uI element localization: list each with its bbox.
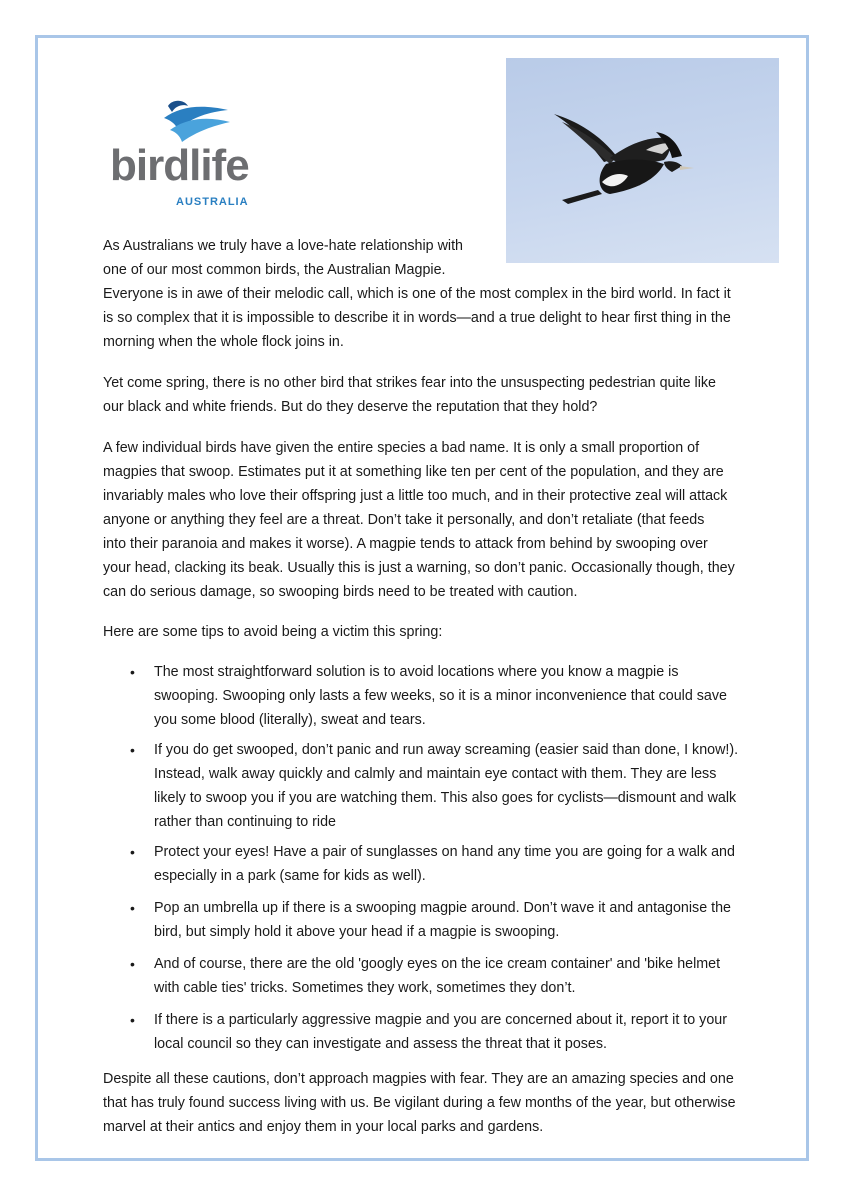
intro-paragraph bbox=[103, 234, 731, 354]
bullet-icon: • bbox=[130, 900, 135, 916]
text-line: The most straightforward solution is to avoid locations where you know a magpie is bbox=[154, 664, 679, 680]
text-line: Despite all these cautions, don’t approach magpies with fear. They are an amazing species and one bbox=[103, 1071, 734, 1087]
text-line: swooping. Swooping only lasts a few weeks, so it is a minor inconvenience that could save bbox=[154, 688, 727, 704]
text-line: one of our most common birds, the Australian Magpie. bbox=[103, 262, 446, 278]
text-line: local council so they can investigate and assess the threat that it poses. bbox=[154, 1036, 607, 1052]
text-line: Everyone is in awe of their melodic call, which is one of the most complex in the bird world. In fact it bbox=[103, 286, 731, 302]
text-line: invariably males who love their offspring just a little too much, and in their protective zeal will attack bbox=[103, 488, 728, 504]
bullet-icon: • bbox=[130, 956, 135, 972]
bullet-icon: • bbox=[130, 1012, 135, 1028]
birdlife-logo bbox=[110, 100, 270, 212]
text-line: magpies that swoop. Estimates put it at something like ten per cent of the population, and they are bbox=[103, 464, 724, 480]
logo-subtitle: AUSTRALIA bbox=[176, 196, 249, 208]
text-line: Protect your eyes! Have a pair of sunglasses on hand any time you are going for a walk and bbox=[154, 844, 735, 860]
closing-paragraph bbox=[103, 1067, 736, 1139]
magpie-in-flight-icon bbox=[506, 58, 779, 263]
text-line: you some blood (literally), sweat and tears. bbox=[154, 712, 426, 728]
text-line: marvel at their antics and enjoy them in your local parks and gardens. bbox=[103, 1119, 544, 1135]
text-line: can do serious damage, so swooping birds need to be treated with caution. bbox=[103, 584, 578, 600]
bird-wave-logo-icon bbox=[162, 100, 232, 146]
text-line: Instead, walk away quickly and calmly and maintain eye contact with them. They are less bbox=[154, 766, 717, 782]
text-line: anyone or anything they feel are a threat. Don’t take it personally, and don’t retaliate (that feeds bbox=[103, 512, 705, 528]
text-line: your head, clacking its beak. Usually this is just a warning, so don’t panic. Occasionally though, they bbox=[103, 560, 735, 576]
text-line: with cable ties' tricks. Sometimes they work, sometimes they don’t. bbox=[154, 980, 576, 996]
text-line: Pop an umbrella up if there is a swooping magpie around. Don’t wave it and antagonise the bbox=[154, 900, 732, 916]
text-line: rather than continuing to ride bbox=[154, 814, 337, 830]
text-line: into their paranoia and makes it worse). A magpie tends to attack from behind by swooping over bbox=[103, 536, 708, 552]
text-line: And of course, there are the old 'googly eyes on the ice cream container' and 'bike helmet bbox=[154, 956, 721, 972]
text-line: that has truly found success living with us. Be vigilant during a few months of the year, but otherwise bbox=[103, 1095, 736, 1111]
reputation-paragraph bbox=[103, 371, 716, 419]
text-line: If there is a particularly aggressive magpie and you are concerned about it, report it to your bbox=[154, 1012, 727, 1028]
text-line: is so complex that it is impossible to describe it in words—and a true delight to hear first thing in the bbox=[103, 310, 731, 326]
swooping-paragraph bbox=[103, 436, 735, 604]
logo-wordmark: birdlife bbox=[110, 141, 249, 190]
text-line: morning when the whole flock joins in. bbox=[103, 334, 344, 350]
text-line: likely to swoop you if you are watching them. This also goes for cyclists—dismount and walk bbox=[154, 790, 737, 806]
text-line: especially in a park (same for kids as well). bbox=[154, 868, 426, 884]
bullet-icon: • bbox=[130, 742, 135, 758]
text-line: bird, but simply hold it above your head if a magpie is swooping. bbox=[154, 924, 560, 940]
text-line: Yet come spring, there is no other bird that strikes fear into the unsuspecting pedestrian quite like bbox=[103, 375, 716, 391]
magpie-photo bbox=[506, 58, 779, 263]
text-line: If you do get swooped, don’t panic and run away screaming (easier said than done, I know!). bbox=[154, 742, 739, 758]
tips-intro: Here are some tips to avoid being a victim this spring: bbox=[103, 624, 443, 640]
bullet-icon: • bbox=[130, 844, 135, 860]
text-line: A few individual birds have given the entire species a bad name. It is only a small proportion of bbox=[103, 440, 700, 456]
text-line: As Australians we truly have a love-hate relationship with bbox=[103, 238, 463, 254]
text-line: our black and white friends. But do they deserve the reputation that they hold? bbox=[103, 399, 598, 415]
bullet-icon: • bbox=[130, 664, 135, 680]
